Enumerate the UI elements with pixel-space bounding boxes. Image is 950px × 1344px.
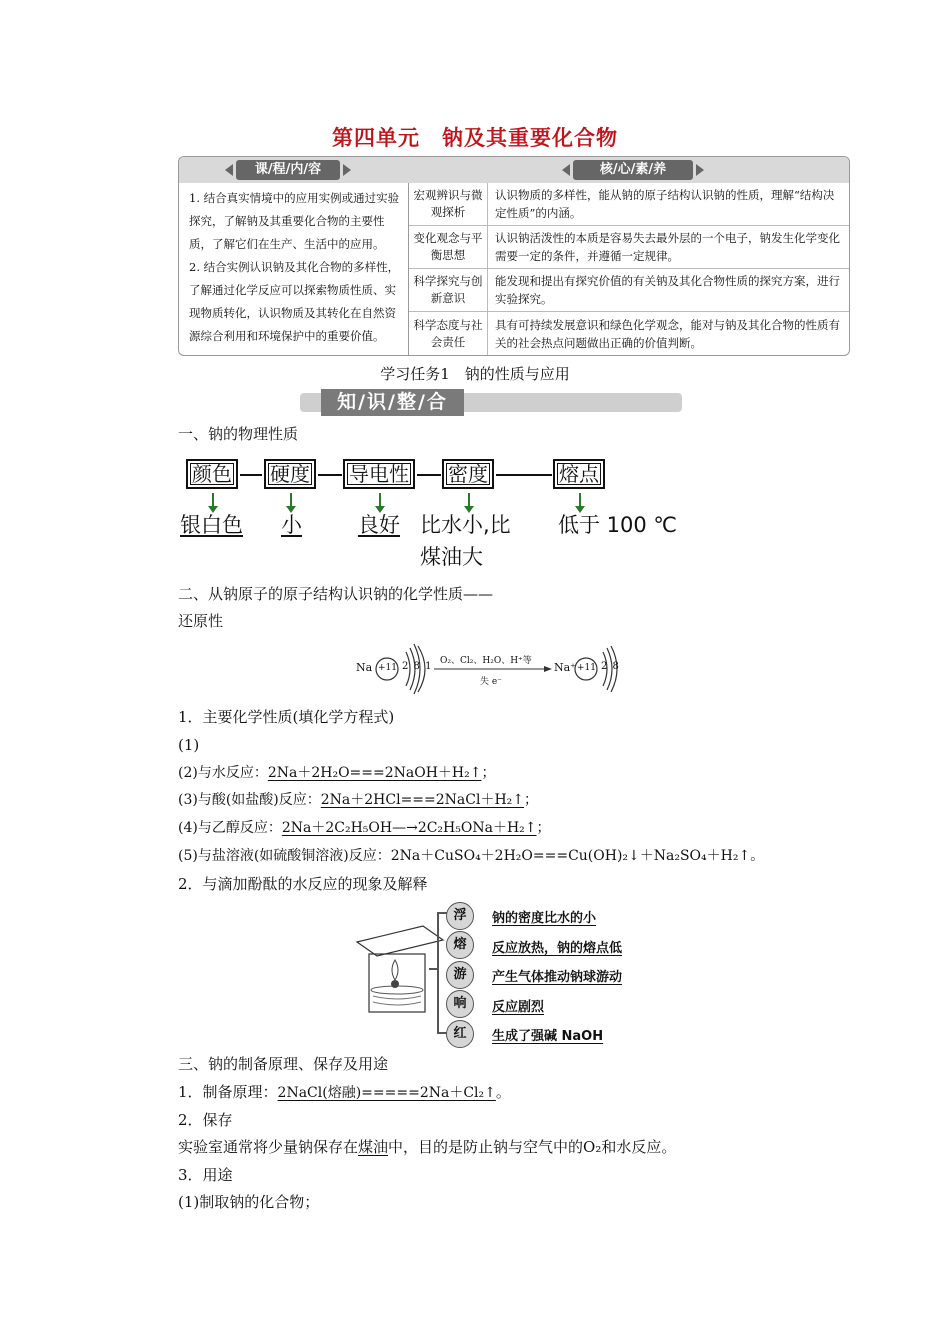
literacy-row (409, 312, 849, 355)
connector-line (318, 474, 342, 476)
storage-line (178, 1137, 676, 1157)
storage-text: 实验室通常将少量钠保存在 (178, 1138, 359, 1156)
equation-suffix: ； (524, 792, 539, 808)
core-literacy-label: 核/心/素/养 (573, 160, 693, 180)
equation-prefix: (4)与乙醇反应： (178, 820, 282, 836)
connector-line (417, 474, 441, 476)
equation-answer: 2Na＋2HCl===2NaCl＋H₂↑ (320, 792, 525, 808)
subsection-heading: 3．用途 (178, 1166, 233, 1184)
connector-line (240, 474, 262, 476)
knowledge-banner: 知/识/整/合 (321, 389, 464, 416)
course-item-2: 2. 结合实例认识钠及其化合物的多样性，了解通过化学反应可以探索物质性质、实现物质转化，认识物质及其转化在自然资源综合利用和环境保护中的重要价值。 (189, 260, 400, 343)
property-box-hardness: 硬度 (264, 459, 316, 489)
equation-line (178, 818, 551, 838)
equation-answer: 2Na＋2C₂H₅OH—→2C₂H₅ONa＋H₂↑ (281, 820, 537, 836)
task-title: 学习任务1 钠的性质与应用 (380, 365, 570, 383)
section-heading-cont: 还原性 (178, 612, 224, 630)
down-arrow-icon (579, 493, 581, 507)
equation-prefix: (1) (178, 736, 200, 754)
reagent-label: O₂、Cl₂、H₂O、H⁺等 (440, 656, 532, 666)
phenomenon-sound-badge: 响 (446, 990, 474, 1018)
usage-line: (1)制取钠的化合物； (178, 1193, 320, 1211)
down-arrow-icon (212, 493, 214, 507)
right-arrow-icon (696, 164, 704, 176)
equation-answer: 2Na＋CuSO₄＋2H₂O===Cu(OH)₂↓＋Na₂SO₄＋H₂↑。 (390, 848, 765, 864)
equation-line (178, 790, 538, 810)
curriculum-table (178, 156, 850, 356)
phenomenon-melt-badge: 熔 (446, 931, 474, 959)
property-box-color: 颜色 (186, 459, 238, 489)
shell-label: 2 8 1 (402, 661, 433, 672)
down-arrow-icon (468, 493, 470, 507)
phenomenon-melt-text: 反应放热，钠的熔点低 (492, 941, 623, 956)
subsection-heading: 1．主要化学性质(填化学方程式) (178, 708, 395, 726)
ion-shell-label: 2 8 (601, 661, 620, 672)
value-melting-point: 低于 100 ℃ (558, 513, 678, 537)
section-heading: 二、从钠原子的原子结构认识钠的化学性质—— (178, 585, 494, 603)
phenomenon-swim-badge: 游 (446, 961, 474, 989)
value-conductivity: 良好 (358, 513, 400, 537)
literacy-value: 认识钠活泼性的本质是容易失去最外层的一个电子，钠发生化学变化需要一定的条件，并遵循一定规律。 (495, 231, 840, 263)
literacy-value: 能发现和提出有探究价值的有关钠及其化合物性质的探究方案，进行实验探究。 (495, 274, 840, 306)
equation-answer: 2Na＋2H₂O===2NaOH＋H₂↑ (267, 765, 482, 781)
equation-prefix: (2)与水反应： (178, 765, 268, 781)
beaker-svg (355, 898, 445, 1018)
equation-line (178, 735, 199, 755)
atom-structure-diagram (354, 642, 634, 698)
preparation-equation: 2NaCl(熔融)=====2Na＋Cl₂↑ (277, 1085, 496, 1101)
connector-line (496, 474, 552, 476)
value-density-2: 煤油大 (420, 545, 483, 569)
page-title: 第四单元 钠及其重要化合物 (332, 126, 618, 150)
subsection-heading: 2．与滴加酚酞的水反应的现象及解释 (178, 875, 428, 893)
nucleus-label: +11 (577, 663, 596, 673)
lose-electron-label: 失 e⁻ (480, 677, 502, 687)
literacy-key: 科学探究与创新意识 (409, 269, 488, 311)
equation-prefix: (3)与酸(如盐酸)反应： (178, 792, 321, 808)
phenomenon-float-badge: 浮 (446, 902, 474, 930)
value-color: 银白色 (180, 513, 243, 537)
value-hardness: 小 (281, 513, 302, 537)
left-arrow-icon (562, 164, 570, 176)
equation-line (178, 846, 764, 866)
section-heading: 一、钠的物理性质 (178, 425, 299, 443)
nucleus-label: +11 (378, 663, 397, 673)
equation-prefix: (5)与盐溶液(如硫酸铜溶液)反应： (178, 848, 391, 864)
equation-suffix: ； (481, 765, 496, 781)
down-arrow-icon (290, 493, 292, 507)
equation-suffix: ； (536, 820, 551, 836)
brace-tick (429, 968, 437, 970)
literacy-key: 变化观念与平衡思想 (409, 226, 488, 268)
phenomenon-red-badge: 红 (446, 1020, 474, 1048)
down-arrow-icon (379, 493, 381, 507)
preparation-suffix: 。 (495, 1083, 511, 1101)
phenomenon-swim-text: 产生气体推动钠球游动 (492, 970, 623, 985)
right-arrow-icon (343, 164, 351, 176)
section-heading: 三、钠的制备原理、保存及用途 (178, 1055, 389, 1073)
literacy-key: 宏观辨识与微观探析 (409, 183, 488, 225)
value-density-1: 比水小,比 (420, 513, 511, 537)
course-item-1: 1. 结合真实情境中的应用实例或通过实验探究，了解钠及其重要化合物的主要性质，了解它们在生产、生活中的应用。 (189, 191, 400, 251)
phenomenon-red-text: 生成了强碱 NaOH (492, 1029, 604, 1044)
beaker-illustration (355, 898, 445, 1018)
left-arrow-icon (225, 164, 233, 176)
course-content-label: 课/程/内/容 (236, 160, 340, 180)
table-header (179, 157, 849, 183)
literacy-row (409, 183, 849, 226)
course-content-cell (179, 183, 409, 355)
storage-answer: 煤油 (358, 1138, 389, 1156)
phenomenon-float-text: 钠的密度比水的小 (492, 911, 597, 926)
na-label: Na (356, 661, 373, 674)
property-box-conductivity: 导电性 (343, 459, 415, 489)
subsection-heading: 2．保存 (178, 1111, 233, 1129)
storage-text: 中，目的是防止钠与空气中的O₂和水反应。 (388, 1138, 677, 1156)
literacy-value: 认识物质的多样性，能从钠的原子结构认识钠的性质，理解“结构决定性质”的内涵。 (495, 188, 835, 220)
phenomenon-sound-text: 反应剧烈 (492, 1000, 545, 1015)
preparation-prefix: 1．制备原理： (178, 1083, 278, 1101)
literacy-row (409, 226, 849, 269)
na-ion-label: Na⁺ (554, 661, 576, 674)
literacy-key: 科学态度与社会责任 (409, 312, 488, 355)
property-box-melting-point: 熔点 (553, 459, 605, 489)
preparation-line (178, 1082, 511, 1103)
brace-line (437, 912, 439, 1034)
literacy-row (409, 269, 849, 312)
property-box-density: 密度 (442, 459, 494, 489)
literacy-value: 具有可持续发展意识和绿色化学观念，能对与钠及其化合物的性质有关的社会热点问题做出正确的价值判断。 (495, 317, 840, 350)
equation-line (178, 763, 496, 783)
